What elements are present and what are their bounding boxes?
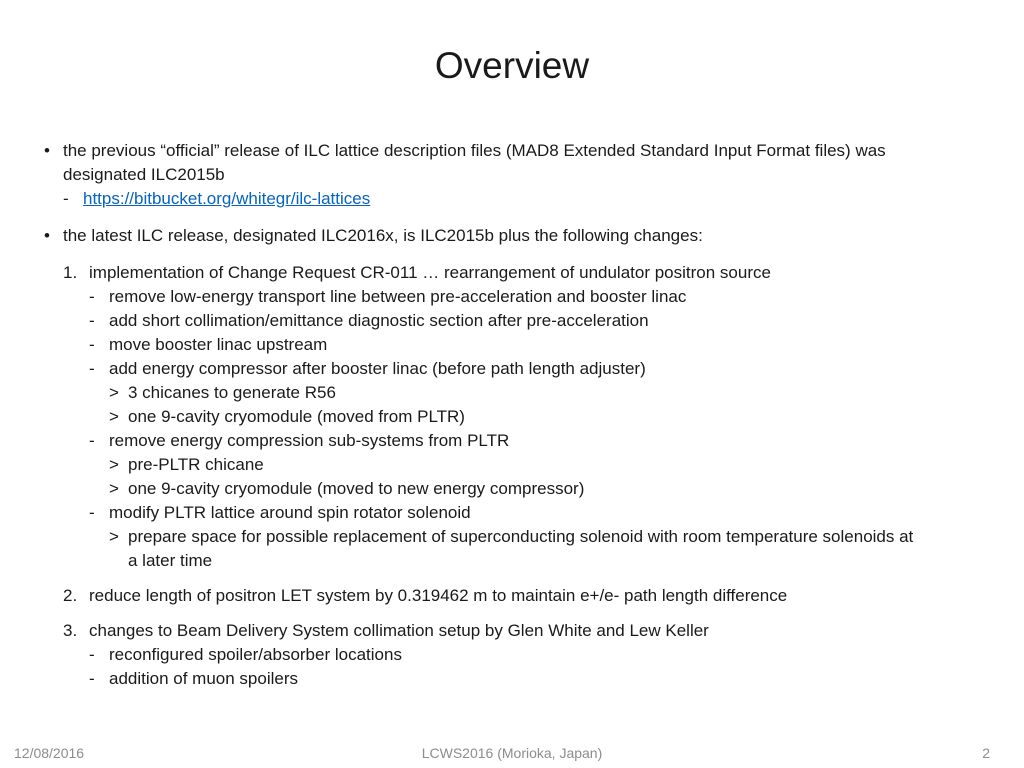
item2-number: 2.	[63, 586, 78, 605]
item1-sub6a-line2: a later time	[128, 551, 213, 570]
item1-sub4b: one 9-cavity cryomodule (moved from PLTR)	[128, 407, 465, 426]
item1-sub4: add energy compressor after booster linac (before path length adjuster)	[109, 359, 646, 378]
bullet1-line1: the previous “official” release of ILC lattice description files (MAD8 Extended Standard Input Format files) was	[63, 141, 886, 160]
bullet-dot: •	[44, 141, 50, 160]
bullet1-line2: designated ILC2015b	[63, 165, 225, 184]
item3-sub2: addition of muon spoilers	[109, 669, 299, 688]
dash: -	[89, 645, 95, 664]
dash: -	[89, 311, 95, 330]
dash: -	[89, 431, 95, 450]
item2-text: reduce length of positron LET system by 0.319462 m to maintain e+/e- path length difference	[89, 586, 788, 605]
item1-text: implementation of Change Request CR-011 … rearrangement of undulator positron source	[89, 263, 771, 282]
gt-marker: >	[109, 527, 119, 546]
ilc-lattices-link[interactable]: https://bitbucket.org/whitegr/ilc-lattices	[83, 189, 371, 208]
gt-marker: >	[109, 479, 119, 498]
bullet2-text: the latest ILC release, designated ILC2016x, is ILC2015b plus the following changes:	[63, 226, 703, 245]
bullet1-dash: -	[63, 189, 69, 208]
item3-text: changes to Beam Delivery System collimation setup by Glen White and Lew Keller	[89, 621, 709, 640]
item1-number: 1.	[63, 263, 78, 282]
dash: -	[89, 287, 95, 306]
gt-marker: >	[109, 383, 119, 402]
item1-sub5b: one 9-cavity cryomodule (moved to new energy compressor)	[128, 479, 585, 498]
item3-sub1: reconfigured spoiler/absorber locations	[109, 645, 402, 664]
item1-sub3: move booster linac upstream	[109, 335, 328, 354]
footer-page-number: 2	[982, 745, 990, 761]
dash: -	[89, 335, 95, 354]
item1-sub5: remove energy compression sub-systems from PLTR	[109, 431, 510, 450]
bullet1-link-wrap	[83, 187, 370, 211]
item1-sub6: modify PLTR lattice around spin rotator solenoid	[109, 503, 471, 522]
dash: -	[89, 669, 95, 688]
dash: -	[89, 503, 95, 522]
gt-marker: >	[109, 455, 119, 474]
item1-sub5a: pre-PLTR chicane	[128, 455, 264, 474]
bullet-dot: •	[44, 226, 50, 245]
footer-center: LCWS2016 (Morioka, Japan)	[421, 745, 603, 761]
item3-number: 3.	[63, 621, 78, 640]
item1-sub4a: 3 chicanes to generate R56	[128, 383, 336, 402]
item1-sub1: remove low-energy transport line between pre-acceleration and booster linac	[109, 287, 687, 306]
item1-sub2: add short collimation/emittance diagnostic section after pre-acceleration	[109, 311, 649, 330]
item1-sub6a-line1: prepare space for possible replacement of superconducting solenoid with room temperature solenoids at	[128, 527, 914, 546]
slide-title: Overview	[434, 45, 590, 86]
gt-marker: >	[109, 407, 119, 426]
footer-date: 12/08/2016	[14, 745, 85, 761]
dash: -	[89, 359, 95, 378]
